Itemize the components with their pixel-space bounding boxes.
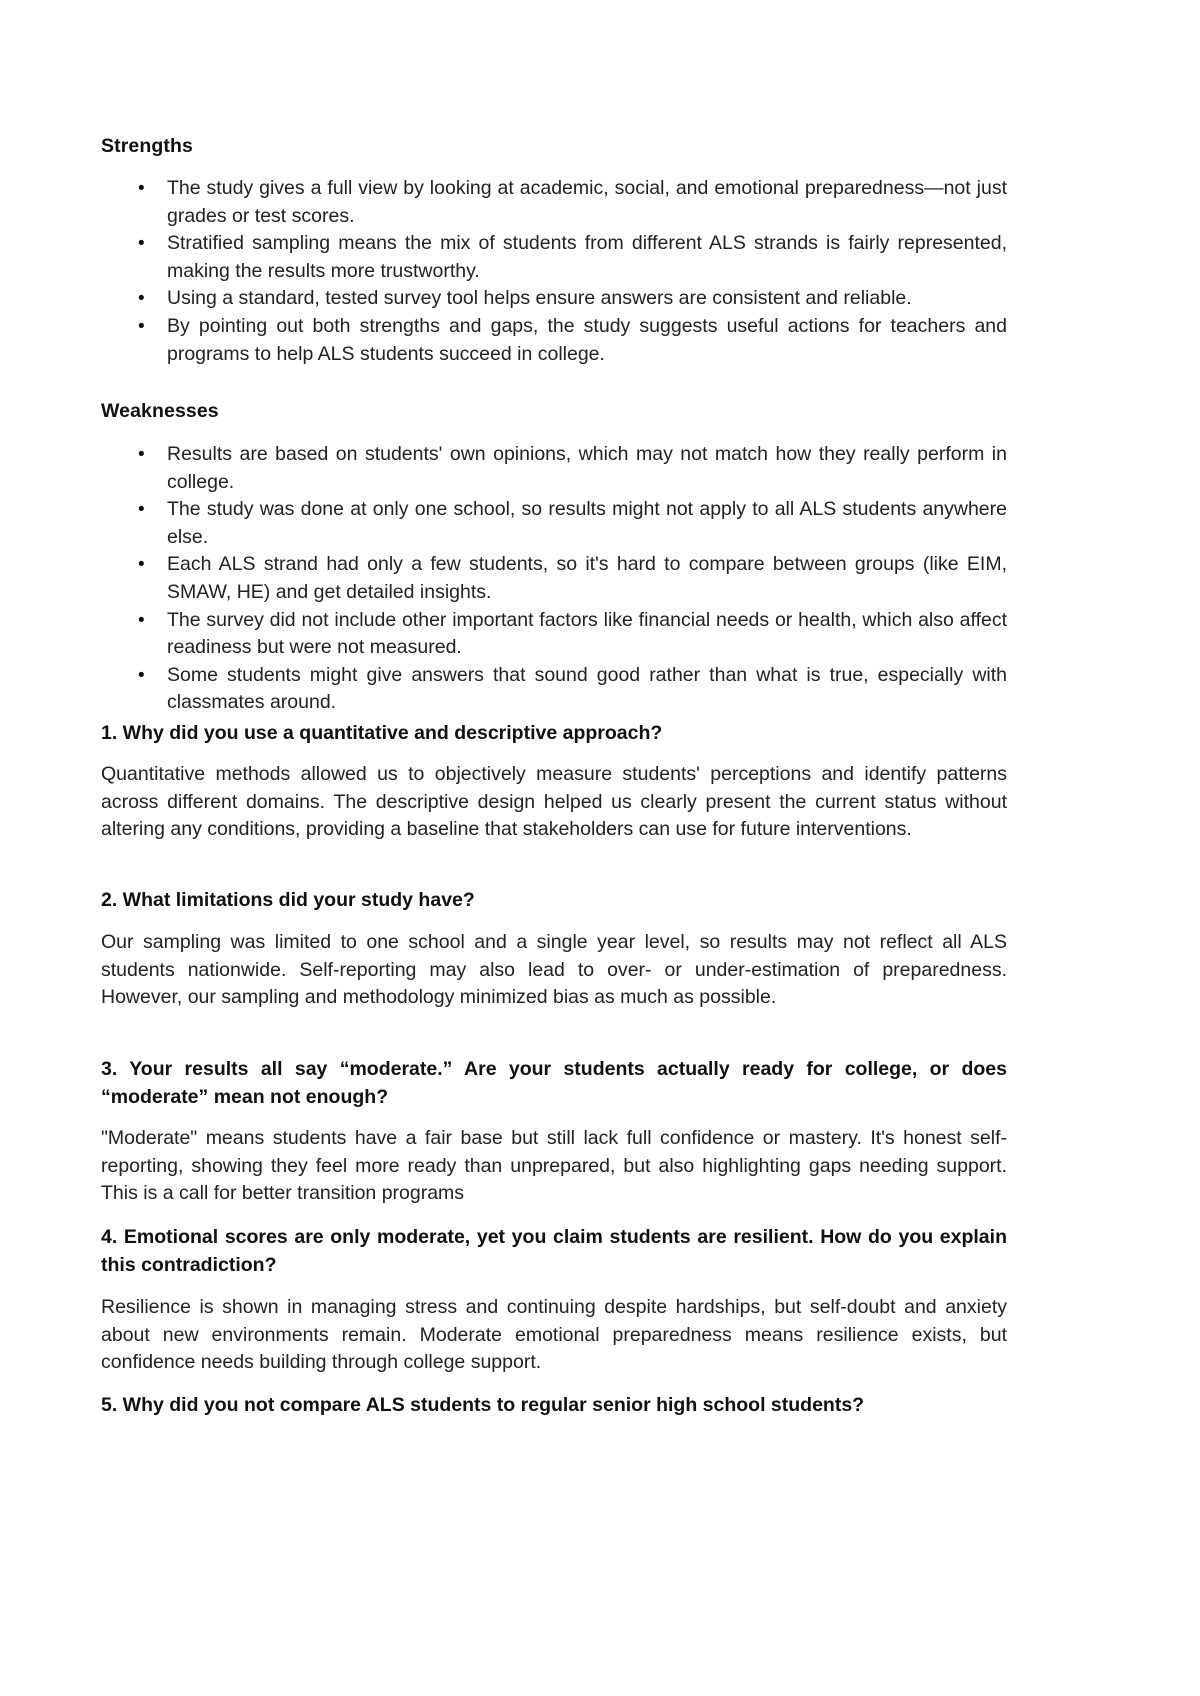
list-item: • Some students might give answers that sound good rather than what is true, especially with classmates around.	[138, 663, 1007, 714]
weaknesses-heading: Weaknesses	[101, 400, 219, 422]
bullet-icon: •	[138, 554, 145, 576]
answer-2: Our sampling was limited to one school and a single year level, so results may not reflect all ALS students nationwide. Self-reporting may also lead to over- or under-estimation of preparedness. However, our sampling and methodology minimized bias as much as possible.	[101, 931, 1007, 1009]
question-4: 4. Emotional scores are only moderate, yet you claim students are resilient. How do you explain this contradiction?	[101, 1226, 1007, 1276]
list-item: • Using a standard, tested survey tool helps ensure answers are consistent and reliable.	[101, 285, 1007, 313]
bullet-icon: •	[138, 178, 145, 199]
answer-1: Quantitative methods allowed us to objectively measure students' perceptions and identify patterns across different domains. The descriptive design helped us clearly present the current status without altering any conditions, providing a baseline that stakeholders can use for future interventions.	[101, 763, 1007, 841]
bullet-icon: •	[138, 444, 145, 465]
bullet-icon: •	[138, 315, 145, 337]
bullet-icon: •	[138, 609, 145, 631]
list-item: • By pointing out both strengths and gaps, the study suggests useful actions for teachers and programs to help ALS students succeed in college.	[138, 314, 1007, 365]
bullet-icon: •	[138, 233, 145, 255]
question-2: 2. What limitations did your study have?	[101, 889, 475, 911]
weaknesses-list	[101, 441, 1007, 717]
strengths-list	[101, 175, 1007, 368]
strengths-heading: Strengths	[101, 135, 193, 157]
list-item: • The study gives a full view by looking at academic, social, and emotional preparedness—not just grades or test scores.	[138, 177, 1007, 227]
answer-3: "Moderate" means students have a fair base but still lack full confidence or mastery. It's honest self-reporting, showing they feel more ready than unprepared, but also highlighting gaps needing support. This is a call for better transition programs	[101, 1127, 1007, 1205]
bullet-icon: •	[138, 288, 145, 310]
list-item: • Results are based on students' own opinions, which may not match how they really perform in college.	[138, 443, 1007, 493]
bullet-icon: •	[138, 664, 145, 686]
question-3: 3. Your results all say “moderate.” Are your students actually ready for college, or does “moderate” mean not enough?	[101, 1058, 1007, 1108]
list-item: • Each ALS strand had only a few students, so it's hard to compare between groups (like EIM, SMAW, HE) and get detailed insights.	[138, 553, 1007, 603]
list-item: • Stratified sampling means the mix of students from different ALS strands is fairly represented, making the results more trustworthy.	[138, 232, 1007, 282]
answer-4: Resilience is shown in managing stress and continuing despite hardships, but self-doubt and anxiety about new environments remain. Moderate emotional preparedness means resilience exists, but confidence needs building through college support.	[101, 1296, 1007, 1374]
question-1: 1. Why did you use a quantitative and descriptive approach?	[101, 722, 663, 744]
list-item: • The study was done at only one school, so results might not apply to all ALS students anywhere else.	[138, 498, 1007, 548]
bullet-icon: •	[138, 499, 145, 521]
question-5: 5. Why did you not compare ALS students to regular senior high school students?	[101, 1394, 865, 1416]
list-item: • The survey did not include other important factors like financial needs or health, which also affect readiness but were not measured.	[138, 608, 1007, 659]
